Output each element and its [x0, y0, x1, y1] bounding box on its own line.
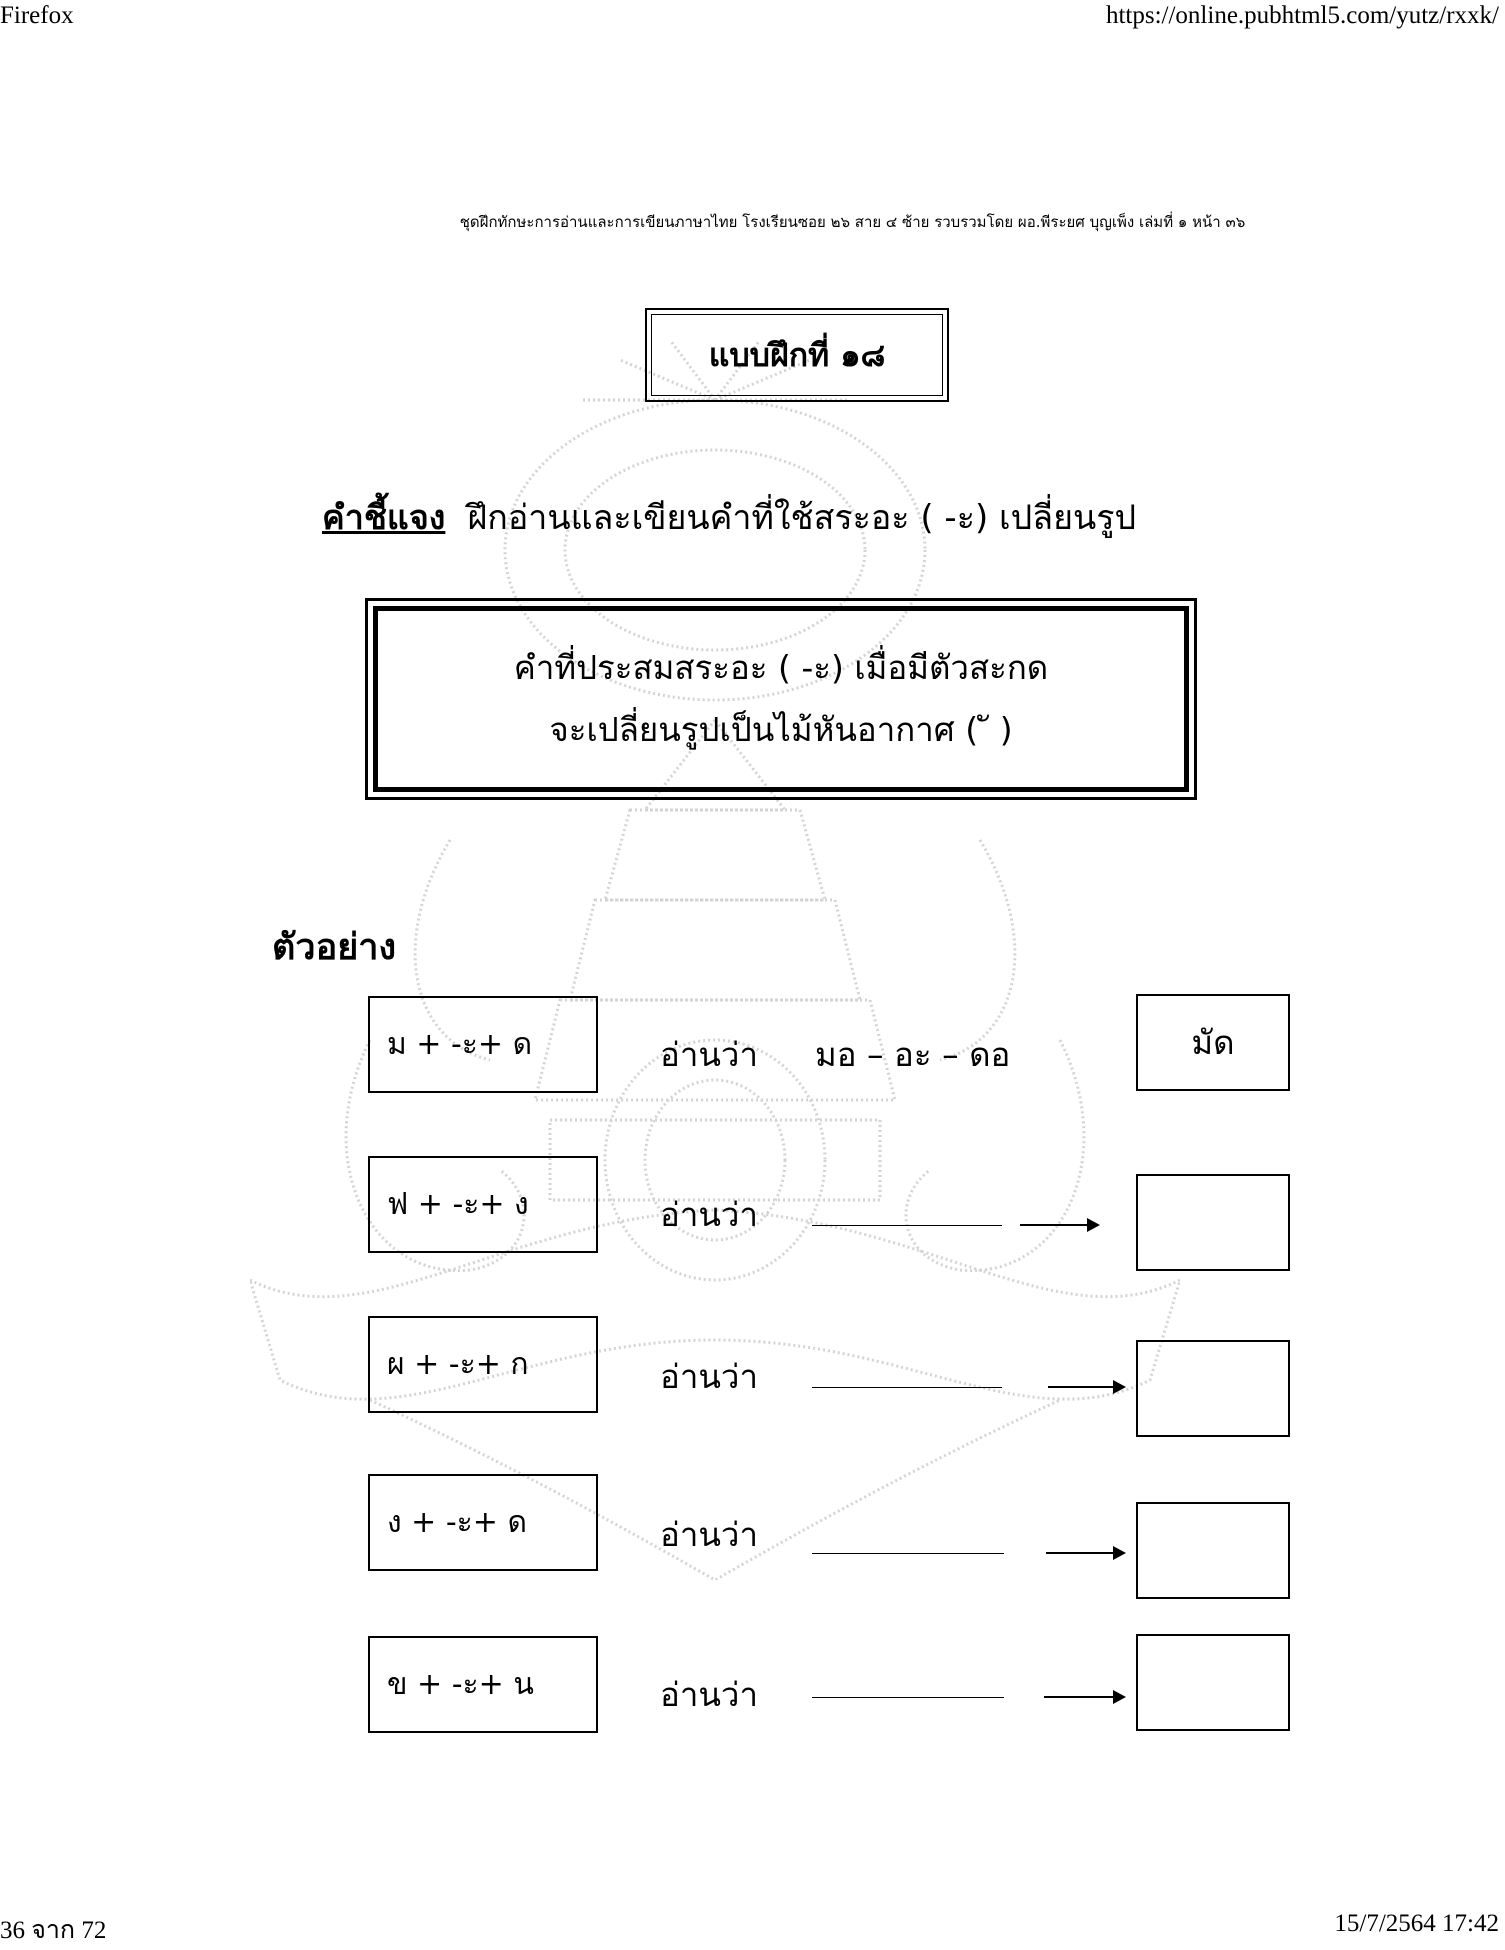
- row-1-reading: มอ – อะ – ดอ: [815, 1035, 1011, 1074]
- row-2-read-label: อ่านว่า: [660, 1195, 758, 1234]
- rule-line-2: จะเปลี่ยนรูปเป็นไม้หันอากาศ ( ั ): [549, 710, 1013, 749]
- running-header-text: ชุดฝึกทักษะการอ่านและการเขียนภาษาไทย โรงเรียนซอย ๒๖ สาย ๔ ซ้าย รวบรวมโดย ผอ.พีระยศ บุญเพ็ง เล่มที่ ๑ หน้า ๓๖: [459, 213, 1246, 231]
- instruction-label: คำชี้แจง: [322, 498, 446, 538]
- row-1-formula-box: [368, 996, 598, 1093]
- row-2-answer-box[interactable]: [1136, 1174, 1290, 1271]
- print-footer-page-info: 36 จาก 72: [0, 1917, 107, 1944]
- row-1-answer-box: [1136, 994, 1290, 1091]
- row-2-reading-blank: [812, 1225, 1002, 1226]
- exercise-title-box: [645, 308, 949, 402]
- row-1-answer: มัด: [1191, 1023, 1235, 1062]
- row-3-formula-box: [368, 1316, 598, 1413]
- row-3-arrow-icon: [1048, 1386, 1124, 1388]
- row-2-formula-box: [368, 1156, 598, 1253]
- instruction-line: [322, 490, 1136, 544]
- exercise-title: แบบฝึกที่ ๑๘: [651, 314, 943, 396]
- instruction-text: ฝึกอ่านและเขียนคำที่ใช้สระอะ ( -ะ) เปลี่ยนรูป: [467, 498, 1137, 538]
- row-5-answer-box[interactable]: [1136, 1634, 1290, 1731]
- row-4-read-label: อ่านว่า: [660, 1515, 758, 1554]
- row-1-formula: ม + -ะ+ ด: [387, 1027, 533, 1062]
- row-4-answer-box[interactable]: [1136, 1502, 1290, 1599]
- row-5-reading-blank: [812, 1697, 1004, 1698]
- row-5-arrow-icon: [1044, 1696, 1124, 1698]
- running-header: [0, 210, 1505, 234]
- rule-box: [365, 598, 1197, 800]
- row-2-arrow-icon: [1020, 1224, 1098, 1226]
- print-header-app-name: Firefox: [0, 2, 74, 29]
- row-4-formula-box: [368, 1474, 598, 1571]
- row-3-answer-box[interactable]: [1136, 1340, 1290, 1437]
- print-footer-datetime: 15/7/2564 17:42: [1334, 1910, 1499, 1937]
- row-5-formula-box: [368, 1636, 598, 1733]
- row-5-formula: ข + -ะ+ น: [387, 1667, 534, 1702]
- row-2-formula: ฟ + -ะ+ ง: [387, 1187, 529, 1222]
- example-heading: ตัวอย่าง: [272, 927, 397, 968]
- rule-line-1: คำที่ประสมสระอะ ( -ะ) เมื่อมีตัวสะกด: [513, 648, 1049, 687]
- row-3-formula: ผ + -ะ+ ก: [387, 1347, 529, 1382]
- row-4-arrow-icon: [1046, 1552, 1124, 1554]
- row-1-read-label: อ่านว่า: [660, 1035, 758, 1074]
- print-header-url: https://online.pubhtml5.com/yutz/rxxk/: [1105, 2, 1499, 29]
- row-3-reading-blank: [812, 1387, 1002, 1388]
- row-4-reading-blank: [812, 1553, 1004, 1554]
- row-3-read-label: อ่านว่า: [660, 1357, 758, 1396]
- row-5-read-label: อ่านว่า: [660, 1675, 758, 1714]
- row-4-formula: ง + -ะ+ ด: [387, 1505, 527, 1540]
